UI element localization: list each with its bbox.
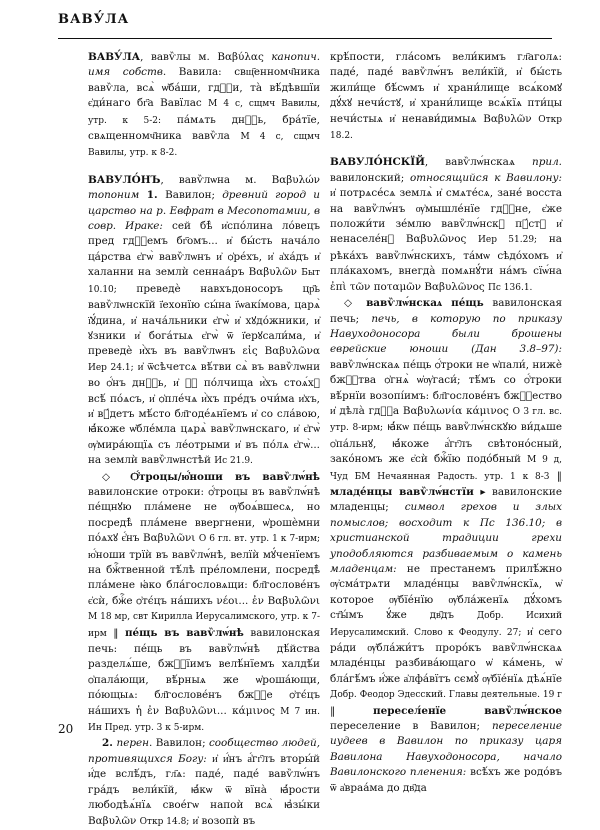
right-column	[330, 50, 562, 796]
text-run: переселение иудеев в Вавилон по приказу царя Вавилона Навуходоносора, начало Вавилонского пленения:	[330, 720, 562, 779]
headword: вавѷлѡ́нскаѧ пе́щь	[366, 297, 484, 310]
citation: Иер 51.29;	[478, 235, 538, 246]
headword: Ѻ҆́троцы/ю҆́ноши въ вавѷлѡ́нѣ	[130, 470, 320, 483]
text-run: па́мѧть днⷭ҇ь, бра́тїе, свѧщенномч҃ника вавѷла	[88, 113, 320, 143]
dictionary-paragraph	[88, 50, 320, 162]
text-run: сообщество людей, противящихся Богу:	[88, 737, 321, 765]
headword: 2.	[102, 737, 117, 750]
running-head: ВАВУ́ЛА	[58, 12, 130, 27]
citation: О 3 гл. вс. утр. 8-ирм;	[330, 406, 562, 434]
citation: Пс 136.1.	[488, 282, 533, 293]
page-number: 20	[58, 722, 74, 736]
headword: пе́щь въ вавѷлѡ́нѣ	[124, 626, 244, 639]
text-run: ю҆́ноши трїѝ въ вавѷлѡ́нѣ, велїѝ мꙋ́ченїемъ на бжⷭ҇твенной тѣ́лѣ пре́ломлени, посредѣ̀ пла́мене ꙗ҆ко бла́гословѧщи: бл҃гослове́нъ є҆сѝ, бжⷭ҇е ѻ҆тє́цъ на́шихъ νέοι... ἐν Βαβυλῶνι	[88, 548, 320, 607]
text-run: вавилонская печь;	[330, 297, 563, 325]
text-run: ◇	[344, 297, 367, 310]
headword: пересел́енїе вавѷлѡ́нское	[373, 704, 562, 717]
text-run: и҆ потрѧсе́сѧ землѧ̀ и҆ смѧте́сѧ, зане́ восста на вавѷлѡ́нъ ѹ҆мышле́нїе гдⷭ҇не, є҆же положи́ти зе́млю вавѷлѡ́нскꙋ пꙋ́стꙋ и҆ ненаселе́нꙋ Βαβυλῶνος	[330, 187, 562, 246]
text-run: , вавѷлы м. Βαβύλας	[140, 51, 272, 63]
header-rule	[58, 38, 552, 39]
citation: Добр. Феодор Эдесский. Главы деятельные. 19 г	[330, 690, 562, 701]
text-run: прил.	[532, 156, 562, 169]
text-run: Вавилон;	[152, 737, 209, 750]
citation: Откр 18.2.	[330, 114, 562, 142]
text-run: и҆ и҆́нъ а҆́гг҃лъ вторы́й и҆́де вслѣ́дъ, гл҃ѧ: паде́, паде́ вавѷлѡ́нъ гра́дъ вели́кїй, ꙗ҆́кѡ ѿ вїна̀ ꙗ҆́рости любодѣѧ́нїѧ свое́гѡ напоѝ всѧ̀ ꙗ҆зы́ки Βαβυλῶν	[88, 752, 320, 827]
citation: М 7 ин. Ин Пред. утр. 3 к 5-ирм.	[88, 706, 320, 734]
text-run: , вавѷлѡна м. Βαβυλών	[160, 173, 320, 186]
text-run: относящийся к Вавилону:	[410, 171, 562, 184]
dictionary-paragraph	[330, 50, 562, 144]
text-run: ‖	[330, 704, 374, 717]
text-run: каноnич. имя собств.	[88, 51, 320, 79]
text-run: вавилонский;	[330, 171, 411, 184]
citation: М 4 с, сщмч Вавилы, утр. к 8-2.	[88, 132, 320, 159]
dictionary-paragraph	[330, 155, 562, 296]
citation: Добр. Исихий Иерусалимский. Слово к Феодулу. 27;	[330, 611, 562, 638]
text-run: Вавилон;	[165, 189, 223, 202]
headword: ВАВУЛО́НЪ	[88, 173, 161, 186]
headword: ВАВУ́ЛА	[88, 51, 141, 63]
text-run: и҆ ѿсѣчетсѧ вѣ́тви сѧ̀ въ вавѷлѡни во ѻ҆́нъ днⷭ҇ь, и҆ ꙋ҆ по́лчища и҆̀хъ стоѧ́хꙋ всѣ́ по́ѧсъ, и҆ ѻ҆пле́чѧ и҆̀хъ пре́дъ очи́ма и҆хъ, и҆ вꙋ́детъ мѣ́сто бл҃годе́ѧнїемъ и҆ со сла́вою, ꙗ҆́коже ѡ҆бле́мла цѧрѧ̀ вавѷлѡнскаго, и҆ є҆гѡ̀ ѹ҆мира́ющїѧ съ ле́отрыми и҆ въ по́лѧ є҆гѡ̀... на землѝ вавѷлѡнстѣй	[88, 360, 321, 467]
text-run: сей бѣ̀ и҆спо́лина ло́вецъ пред гдⷭ҇емъ бг҃омъ... и҆ бы́сть нача́ло ца́рства є҆гѡ̀ вавѷлѡнъ и҆ ѻ҆ре́хъ, и҆ а҆ха́дъ и҆ халанни на землѝ сеннаа́ръ Βαβυλῶν	[88, 220, 320, 279]
text-run: переселение в Вавилон;	[330, 720, 492, 733]
text-run: не престанемъ прилѣ́жно ѹ҆сма́трѧти младе́нцы вавѷлѡ́нскїѧ, ѡ҆ которое ѹ҆бїе́нїю ѹ҆бла́женїѧ дꙋ́хомъ ст҃ы́мъ ꙋ́же дв҃дъ	[330, 563, 562, 622]
dictionary-paragraph	[88, 736, 320, 829]
citation: Иер 24.1;	[88, 362, 134, 373]
citation: М 9 д, Чуд БМ Нечаянная Радость. утр. 1 к 8-3	[330, 455, 562, 482]
text-run: ‖	[106, 626, 125, 639]
text-run: ◇	[102, 470, 131, 483]
text-run: древний город и царство на р. Евфрат в Месопотамии, в совр. Ираке:	[88, 189, 320, 233]
text-run: и҆ сего ра́ди ѹ҆бла́жи́тъ проро́къ вавѷлѡ́нскаѧ младе́нцы разбива́ющаго ѡ҆ ка́мень, ѡ҆ бла́гѣ́мъ и҆́же а҆лфа́вїтъ сємꙋ̀ ѹ҆бїе́нїѧ дѣѧ́нїе	[330, 625, 562, 685]
citation: М 18 мр, свт Кирилла Иерусалимского, утр. к 7-ирм	[88, 612, 320, 639]
text-run: ꙗ҆́кѡ пе́щь вавѷлѡ́нскꙋю ви́дѧше ѻ҆па́льнꙋ, ꙗ҆́коже а҆́гг҃лъ свѣтоно́сный, зако́номъ же є҆сѝ бжⷭ҇їю подо́бный	[330, 421, 562, 466]
text-run: ‖	[549, 469, 562, 482]
text-run: крѣ́пости, гла́сомъ вели́кимъ гл҃аголѧ: паде́, паде́ вавѷлѡ́нъ вели́кїй, и҆ бы́сть жили́ще бѣ́сѡмъ и҆ храни́лище всѧ́комꙋ дꙋ́хꙋ нечи́стꙋ, и҆ храни́лище всѧ́кїѧ пти́цы нечи́стыѧ и҆ ненави́димыѧ Βαβυλῶν	[330, 51, 562, 125]
text-run: топоним	[88, 189, 140, 202]
citation: Ис 21.9.	[214, 456, 253, 467]
text-run: и҆ возопѝ въ	[189, 814, 256, 827]
text-run: всѣ́хъ же родо́въ ѿ а҆враа́ма до дв҃да	[330, 766, 562, 794]
text-run: печь, в которую по приказу Навуходоносора были брошены еврейские юноши (Дан 3.8–97):	[330, 312, 563, 356]
text-run: вавилонские отроки: ѻ҆́троцы въ вавѷлѡ́нѣ пе́щнꙋю пла́мене не ѹ҆боѧ́вшесѧ, но посредѣ̀ пла́мене ввергнени, ѡ҆рошѐмни по́ѧхꙋ є҆́нъ Βαβυλῶνι	[88, 485, 320, 545]
citation: Быт 10.10;	[88, 268, 320, 295]
text-run: на рѣка́хъ вавѷлѡ́нскихъ, та́мѡ сѣдо́хомъ и҆ пла́кахомъ, внегда̀ помѧнꙋ́ти на́мъ сїѡ́на ἐπὶ τῶν ποταμῶν Βαβυλῶνος	[330, 233, 562, 293]
headword: младе́нцы вавѷлѡ́нстїи	[330, 485, 474, 498]
headword: 1.	[139, 189, 166, 202]
headword: ВАВУЛО́НСКЇЙ	[330, 156, 425, 169]
dictionary-paragraph	[88, 470, 320, 737]
dictionary-paragraph	[88, 173, 320, 470]
text-run: символ грехов и злых помыслов; восходит к Пс 136.10; в христианской традиции грехи уподобляются разбиваемым о камень младенцам:	[330, 501, 563, 575]
text-run: Вавила: свщ҃енномч҃ника вавѷла, всѧ̀ ѡ҆ба́ши, гдⷭ҇и, та̀ вѣ́дѣвшїи є҆ди́наго бг҃а Вавїлас	[88, 66, 321, 110]
citation: М 4 с, сщмч Вавилы, утр. к 5-2:	[88, 99, 320, 126]
citation: Откр 14.8;	[139, 816, 190, 827]
text-run: вавѷлѡ́нскаѧ пе́щь ѻ҆́троки не ѡ҆пали́, нижѐ бжⷭ҇тва ѻ҆гнѧ̀ ѡ҆ѹ҆гаси́; тѣ́мъ со ѻ҆́троки вѣ́рнїи возопі́имъ: бл҃гослове́нъ бжⷭ҇ество и҆ дѣла̀ гдⷭ҇а Βαβυλωνία κάμινος	[330, 358, 562, 417]
dictionary-paragraph	[330, 296, 562, 796]
text-run: ▸ вавилонские младенцы;	[330, 485, 562, 514]
text-run: перен.	[116, 737, 153, 750]
text-run: вавилонская печь: пе́щь въ вавѷлѡ́нѣ дѣ́йства разделѧ́ше, бжⷭ҇їимъ велѣ́нїемъ халдѣ́и ѻ҆пала́ющи, вѣ́рныѧ же ѡ҆роша́ющи, по́ющыѧ: бл҃гослове́нъ бжⷭ҇е ѻ҆тє́цъ на́шихъ ἡ ἐν Βαβυλῶνι... κάμινος	[88, 626, 321, 717]
text-run: , вавѷлѡ́нскаѧ	[424, 156, 533, 169]
left-column	[88, 50, 320, 830]
text-run: преведѐ навхъдоносоръ цр҃ь вавѷлѡнскїй ї҆ехонїю сы́на ї҆ѡакі́мова, царѧ̀ ї҆ꙋ́дина, и҆ нача́льники є҆гѡ̀ и҆ хꙋдо́жники, и҆ ꙋзники и҆ бога́тыѧ є҆гѡ̀ ѿ ї҆ерꙋсали́ма, и҆ преведѐ и҆̀хъ въ вавѷлѡнъ εἰς Βαβυλῶνα	[88, 282, 320, 358]
citation: О 6 гл. вт. утр. 1 к 7-ирм;	[198, 534, 321, 545]
